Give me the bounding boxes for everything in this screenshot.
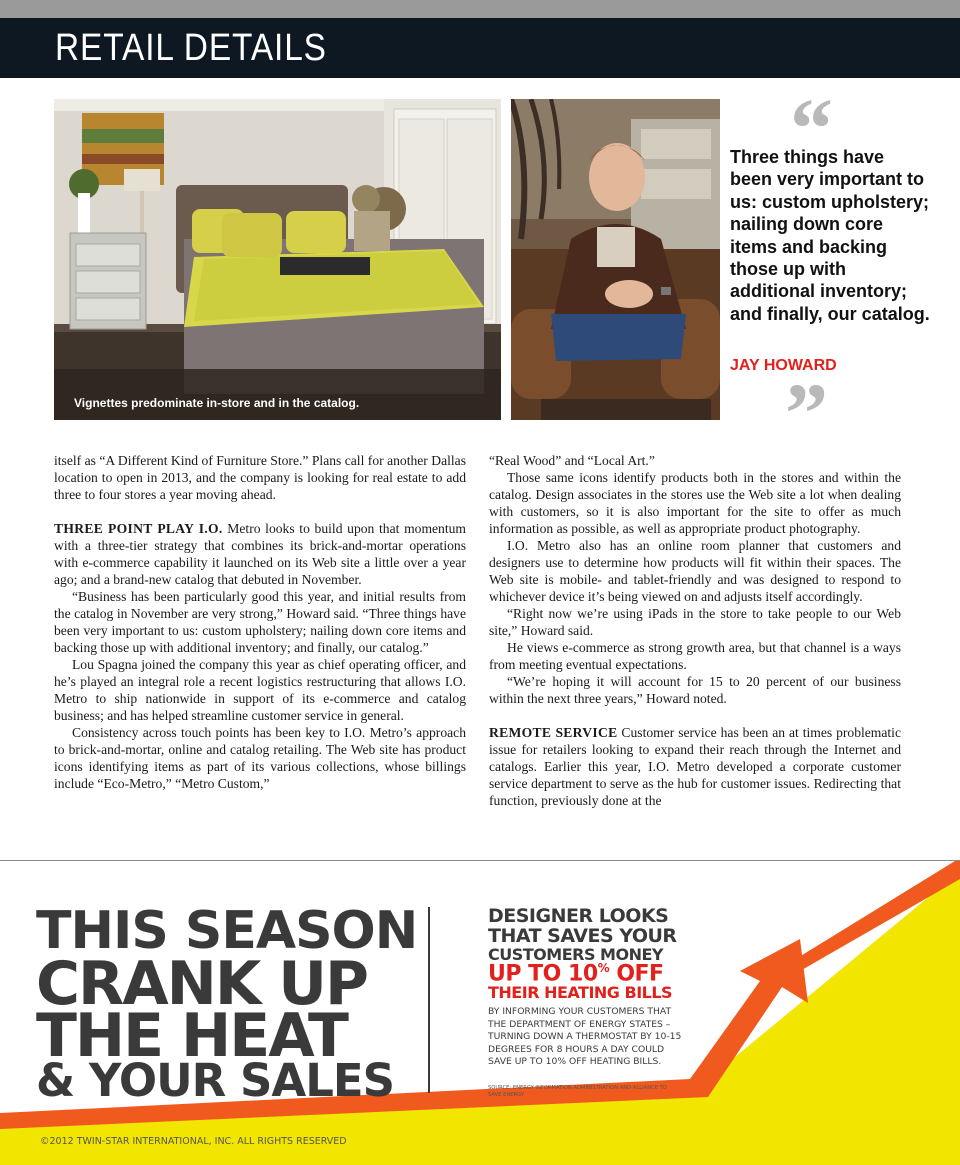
subhead: THREE POINT PLAY I.O. — [54, 521, 223, 536]
section-title: RETAIL DETAILS — [55, 27, 327, 69]
ad-subhead-line-3: CUSTOMERS MONEY — [488, 945, 663, 964]
close-quote-mark: ” — [785, 365, 828, 461]
ad-source-note: SOURCE: ENERGY INFORMATION ADMINISTRATION AND ALLIANCE TO SAVE ENERGY — [488, 1085, 667, 1098]
ad-subhead-line-1: DESIGNER LOOKS — [488, 905, 669, 927]
paragraph: itself as “A Different Kind of Furniture Store.” Plans call for another Dallas location to open in 2013, and the company is looking for real estate to add three to four stores a year moving ahead. — [54, 453, 466, 502]
top-gray-band — [0, 0, 960, 18]
bedroom-illustration — [54, 99, 501, 420]
pull-quote-text: Three things have been very important to us: custom upholstery; nailing down core items and backing those up with additional inventory; and finally, our catalog. — [730, 147, 930, 324]
ad-body-text: BY INFORMING YOUR CUSTOMERS THAT THE DEPARTMENT OF ENERGY STATES – TURNING DOWN A THERMOSTAT BY 10-15 DEGREES FOR 8 HOURS A DAY COULD SAVE UP TO 10% OFF HEATING BILLS. — [488, 1006, 682, 1068]
ad-headline-line-3: THE HEAT — [36, 1001, 347, 1071]
paragraph: REMOTE SERVICE Customer service has been an at times problematic issue for retailers looking to expand their reach through the Internet and catalogs. Earlier this year, I.O. Metro developed a corporate customer service department to serve as the hub for customer issues. Redirecting that function, previously done at the — [489, 725, 901, 808]
ad-subhead-line-2: THAT SAVES YOUR — [488, 925, 677, 947]
bedroom-caption: Vignettes predominate in-store and in the catalog. — [74, 396, 360, 410]
ad-headline-line-1: THIS SEASON — [36, 901, 418, 961]
heating-ad — [0, 861, 960, 1165]
portrait-illustration — [511, 99, 720, 420]
paragraph: THREE POINT PLAY I.O. Metro looks to build upon that momentum with a three-tier strategy that combines its brick-and-mortar operations with e-commerce capability it launched on its Web site a little over a year ago; and a brand-new catalog that debuted in November. — [54, 521, 466, 587]
paragraph: “We’re hoping it will account for 15 to 20 percent of our business within the next three years,” Howard noted. — [489, 674, 901, 706]
ad-offer-line-2: THEIR HEATING BILLS — [488, 983, 673, 1002]
section-header — [0, 18, 960, 78]
paragraph: “Business has been particularly good this year, and initial results from the catalog in November are very strong,” Howard said. “Three things have been very important to us: custom upholstery; nailing down core items and backing those up with additional inventory; and finally, our catalog.” — [54, 589, 466, 655]
article-column-1 — [54, 452, 466, 792]
subhead: REMOTE SERVICE — [489, 725, 618, 740]
pull-quote-attribution: JAY HOWARD — [730, 357, 837, 374]
paragraph: Consistency across touch points has been key to I.O. Metro’s approach to brick-and-mortar, online and catalog retailing. The Web site has product icons identifying items as part of its various collections, whose billings include “Eco-Metro,” “Metro Custom,” — [54, 725, 466, 791]
ad-headline-line-4: & YOUR SALES — [36, 1054, 395, 1107]
paragraph: Those same icons identify products both in the stores and within the catalog. Design associates in the stores use the Web site a lot when dealing with customers, so it is also important for the site to offer as much information as possible, as well as appropriate product photography. — [489, 470, 901, 536]
open-quote-mark: “ — [790, 80, 833, 176]
paragraph: I.O. Metro also has an online room planner that customers and designers use to determine how products will fit within their spaces. The Web site is mobile- and tablet-friendly and was designed to respond to whichever device it’s being viewed on and adjusts itself accordingly. — [489, 538, 901, 604]
ad-headline-line-2: CRANK UP — [36, 949, 367, 1019]
ad-offer-line: UP TO 10% OFF — [488, 961, 664, 987]
bedroom-photo — [54, 99, 501, 420]
paragraph: Lou Spagna joined the company this year as chief operating officer, and he’s played an integral role a recent logistics restructuring that allows I.O. Metro to ship nationwide in support of its e-commerce and catalog business; and has helped streamline customer service in general. — [54, 657, 466, 723]
paragraph: He views e-commerce as strong growth area, but that channel is a ways from meeting eventual expectations. — [489, 640, 901, 672]
portrait-photo — [511, 99, 720, 420]
article-column-2 — [489, 452, 901, 809]
ad-copyright: ©2012 TWIN-STAR INTERNATIONAL, INC. ALL RIGHTS RESERVED — [40, 1136, 347, 1147]
paragraph: “Real Wood” and “Local Art.” — [489, 453, 655, 468]
paragraph: “Right now we’re using iPads in the store to take people to our Web site,” Howard said. — [489, 606, 901, 638]
ad-vertical-divider — [428, 907, 430, 1093]
